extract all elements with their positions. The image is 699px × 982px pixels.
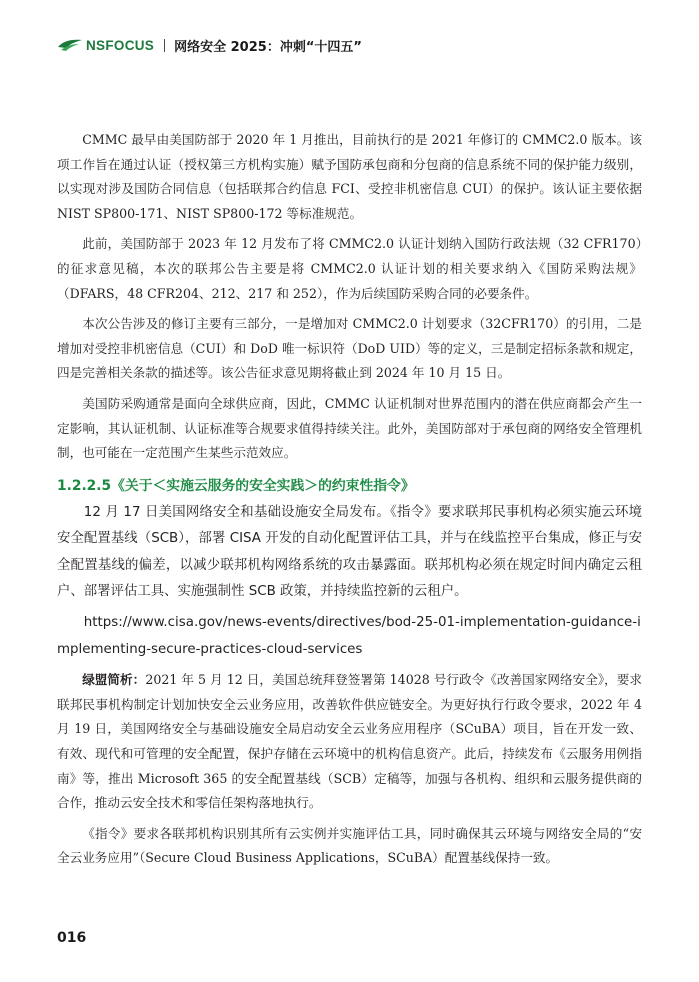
paragraph-cmmc-impact: 美国防采购通常是面向全球供应商，因此，CMMC 认证机制对世界范围内的潜在供应商都会产生一定影响，其认证机制、认证标准等合规要求值得持续关注。此外，美国防部对于承包商的网络安全管理机制，也可能在一定范围产生某些示范效应。	[57, 395, 642, 461]
analysis-note	[57, 668, 642, 816]
section-heading: 1.2.2.5《关于＜实施云服务的安全实践＞的约束性指令》	[57, 477, 415, 494]
page-header	[57, 34, 362, 56]
paragraph-directive-requirement: 《指令》要求各联邦机构识别其所有云实例并实施评估工具，同时确保其云环境与网络安全局的“安全云业务应用”（Secure Cloud Business Applications，SCuBA）配置基线保持一致。	[57, 825, 642, 866]
paragraph-cmmc-revisions: 本次公告涉及的修订主要有三部分，一是增加对 CMMC2.0 计划要求（32CFR170）的引用，二是增加对受控非机密信息（CUI）和 DoD 唯一标识符（DoD UID）等的定义，三是制定招标条款和规定，四是完善相关条款的描述等。该公告征求意见期将截止到 2024 年 10 月 15 日。	[57, 316, 642, 381]
header-title: 网络安全 2025：冲刺“十四五”	[174, 39, 362, 55]
paragraph-cmmc-intro: CMMC 最早由美国防部于 2020 年 1 月推出，目前执行的是 2021 年修订的 CMMC2.0 版本。该项工作旨在通过认证（授权第三方机构实施）赋予国防承包商和分包商的信息系统不同的保护能力级别，以实现对涉及国防合同信息（包括联邦合约信息 FCI、受控非机密信息 CUI）的保护。该认证主要依据 NIST SP800-171、NIST SP800-172 等标准规范。	[57, 132, 642, 221]
analysis-note-label: 绿盟简析：	[82, 672, 146, 688]
paragraph-directive: 12 月 17 日美国网络安全和基础设施安全局发布。《指令》要求联邦民事机构必须实施云环境安全配置基线（SCB），部署 CISA 开发的自动化配置评估工具，并与在线监控平台集成，修正与安全配置基线的偏差，以减少联邦机构网络系统的攻击暴露面。联邦机构必须在规定时间内确定云租户、部署评估工具、实施强制性 SCB 政策，并持续监控新的云租户。	[57, 504, 642, 599]
header-divider	[164, 39, 165, 52]
nsfocus-logo	[57, 38, 154, 53]
brand-name: NSFOCUS	[86, 37, 155, 53]
page-number: 016	[57, 930, 87, 946]
reference-url[interactable]: https://www.cisa.gov/news-events/directives/bod-25-01-implementation-guidance-implementing-secure-practices-cloud-services	[57, 615, 641, 657]
nsfocus-bird-logo-icon	[57, 38, 83, 52]
page-content	[57, 128, 642, 877]
paragraph-cmmc-draft: 此前，美国防部于 2023 年 12 月发布了将 CMMC2.0 认证计划纳入国防行政法规（32 CFR170）的征求意见稿，本次的联邦公告主要是将 CMMC2.0 认证计划的相关要求纳入《国防采购法规》（DFARS，48 CFR204、212、217 和 252），作为后续国防采购合同的必要条件。	[57, 236, 642, 301]
analysis-note-text: 2021 年 5 月 12 日，美国总统拜登签署第 14028 号行政令《改善国家网络安全》，要求联邦民事机构制定计划加快安全云业务应用，改善软件供应链安全。为更好执行行政令要求，2022 年 4 月 19 日，美国网络安全与基础设施安全局启动安全云业务应用程序（SCuBA）项目，旨在开发一致、有效、现代和可管理的安全配置，保护存储在云环境中的机构信息资产。此后，持续发布《云服务用例指南》等，推出 Microsoft 365 的安全配置基线（SCB）定稿等，加强与各机构、组织和云服务提供商的合作，推动云安全技术和零信任架构落地执行。	[57, 672, 643, 811]
